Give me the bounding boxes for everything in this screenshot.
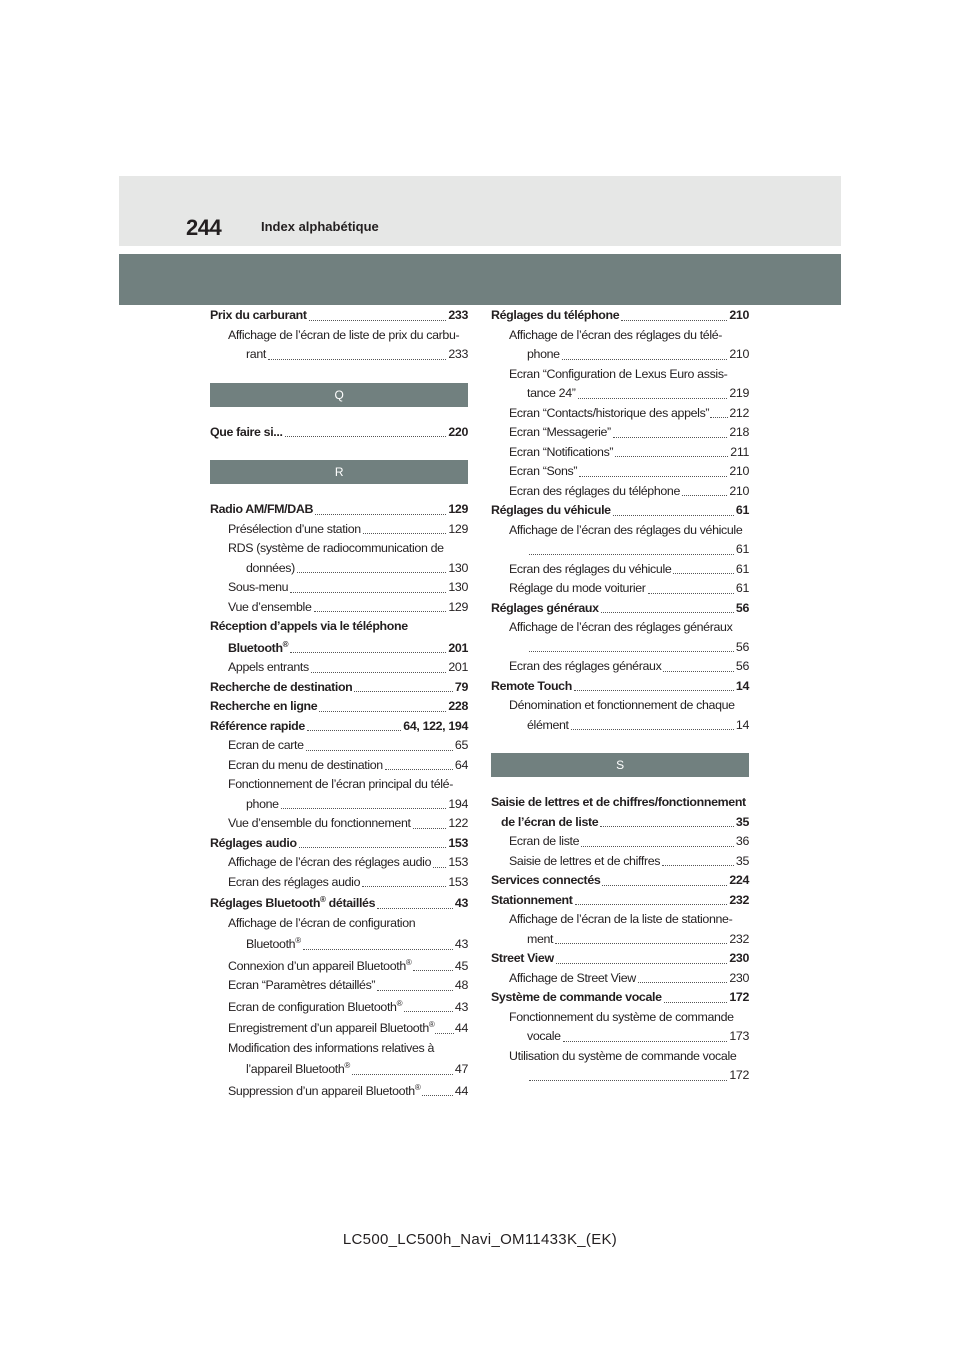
index-entry[interactable]: Réglages généraux 56 [491, 600, 749, 615]
index-subentry[interactable]: Suppression d’un appareil Bluetooth® 44 [228, 1082, 468, 1098]
letter-header-q: Q [210, 383, 468, 407]
index-subentry[interactable]: Ecran des réglages généraux 56 [509, 659, 749, 673]
index-entry[interactable]: Système de commande vocale 172 [491, 990, 749, 1004]
section-band [119, 254, 841, 305]
document-code: LC500_LC500h_Navi_OM11433K_(EK) [342, 1231, 618, 1248]
index-subentry[interactable]: Ecran “Contacts/historique des appels” 212 [509, 405, 749, 420]
index-entry[interactable]: Réglages du téléphone 210 [491, 308, 749, 322]
index-subentry[interactable]: Ecran “Paramètres détaillés” 48 [228, 978, 468, 992]
index-subentry[interactable]: Ecran de liste 36 [509, 834, 749, 848]
index-subentry[interactable]: Affichage de l’écran des réglages du véhicule 61 [509, 522, 749, 556]
index-subentry[interactable]: Connexion d’un appareil Bluetooth® 45 [228, 957, 468, 973]
index-subentry[interactable]: Fonctionnement du système de commande vocale 173 [509, 1009, 749, 1043]
header-band [119, 176, 841, 246]
page-number: 244 [186, 215, 222, 240]
index-entry[interactable]: Recherche de destination 79 [210, 679, 468, 694]
index-subentry[interactable]: Saisie de lettres et de chiffres 35 [509, 853, 749, 868]
index-column-left [210, 306, 468, 1101]
index-subentry[interactable]: Ecran de carte 65 [228, 738, 468, 752]
index-subentry[interactable]: Ecran “Sons” 210 [509, 464, 749, 478]
index-subentry[interactable]: Présélection d’une station 129 [228, 521, 468, 536]
index-entry[interactable]: Stationnement 232 [491, 892, 749, 907]
index-subentry[interactable]: Vue d’ensemble 129 [228, 599, 468, 614]
index-subentry[interactable]: Affichage de l’écran de liste de prix du carbu- rant 233 [228, 327, 468, 361]
index-subentry[interactable]: Ecran “Configuration de Lexus Euro assis- tance 24” 219 [509, 366, 749, 400]
index-subentry[interactable]: Appels entrants 201 [228, 660, 468, 674]
index-entry[interactable]: Recherche en ligne 228 [210, 699, 468, 713]
index-subentry[interactable]: Enregistrement d’un appareil Bluetooth® 44 [228, 1020, 468, 1035]
index-subentry[interactable]: Ecran des réglages du véhicule 61 [509, 561, 749, 576]
index-subentry[interactable]: Affichage de l’écran des réglages généraux 56 [509, 620, 749, 654]
index-subentry[interactable]: Utilisation du système de commande vocale 172 [509, 1048, 749, 1082]
index-entry[interactable]: Réglages Bluetooth® détaillés 43 [210, 895, 468, 910]
index-entry[interactable]: Prix du carburant 233 [210, 308, 468, 322]
index-subentry[interactable]: Réglage du mode voiturier 61 [509, 581, 749, 595]
index-entry[interactable]: Réglages du véhicule 61 [491, 503, 749, 517]
index-subentry[interactable]: Ecran du menu de destination 64 [228, 757, 468, 772]
index-entry[interactable]: Remote Touch 14 [491, 678, 749, 693]
letter-header-r: R [210, 460, 468, 484]
index-subentry[interactable]: Affichage de l’écran de la liste de stationne- ment 232 [509, 912, 749, 946]
index-subentry[interactable]: Affichage de l’écran des réglages audio 153 [228, 855, 468, 869]
index-column-right [491, 306, 749, 1086]
index-subentry[interactable]: Affichage de l’écran de configuration Bluetooth® 43 [228, 915, 468, 951]
letter-header-s: S [491, 753, 749, 777]
index-subentry[interactable]: Affichage de l’écran des réglages du télé- phone 210 [509, 327, 749, 361]
index-subentry[interactable]: Sous-menu 130 [228, 580, 468, 594]
index-subentry[interactable]: Ecran des réglages audio 153 [228, 874, 468, 889]
index-entry[interactable]: Que faire si... 220 [210, 424, 468, 439]
index-subentry[interactable]: Ecran “Messagerie” 218 [509, 425, 749, 439]
section-title: Index alphabétique [261, 219, 379, 234]
index-entry[interactable]: Services connectés 224 [491, 873, 749, 887]
index-entry[interactable]: Street View 230 [491, 951, 749, 965]
index-entry[interactable]: Référence rapide 64, 122, 194 [210, 718, 468, 733]
index-subentry[interactable]: Ecran des réglages du téléphone 210 [509, 483, 749, 498]
index-subentry[interactable]: Ecran “Notifications” 211 [509, 444, 749, 459]
index-subentry[interactable]: RDS (système de radiocommunication de données) 130 [228, 541, 468, 575]
index-entry[interactable]: Réception d’appels via le téléphone Bluetooth® 201 [210, 619, 468, 655]
index-subentry[interactable]: Vue d’ensemble du fonctionnement 122 [228, 816, 468, 830]
index-subentry[interactable]: Affichage de Street View 230 [509, 970, 749, 985]
index-entry[interactable]: Saisie de lettres et de chiffres/fonctionnement de l’écran de liste 35 [491, 795, 749, 829]
index-subentry[interactable]: Ecran de configuration Bluetooth® 43 [228, 998, 468, 1014]
index-subentry[interactable]: Modification des informations relatives à l’appareil Bluetooth® 47 [228, 1040, 468, 1076]
index-entry[interactable]: Radio AM/FM/DAB 129 [210, 502, 468, 516]
index-subentry[interactable]: Dénomination et fonctionnement de chaque élément 14 [509, 698, 749, 732]
index-entry[interactable]: Réglages audio 153 [210, 835, 468, 850]
index-subentry[interactable]: Fonctionnement de l’écran principal du télé- phone 194 [228, 777, 468, 811]
